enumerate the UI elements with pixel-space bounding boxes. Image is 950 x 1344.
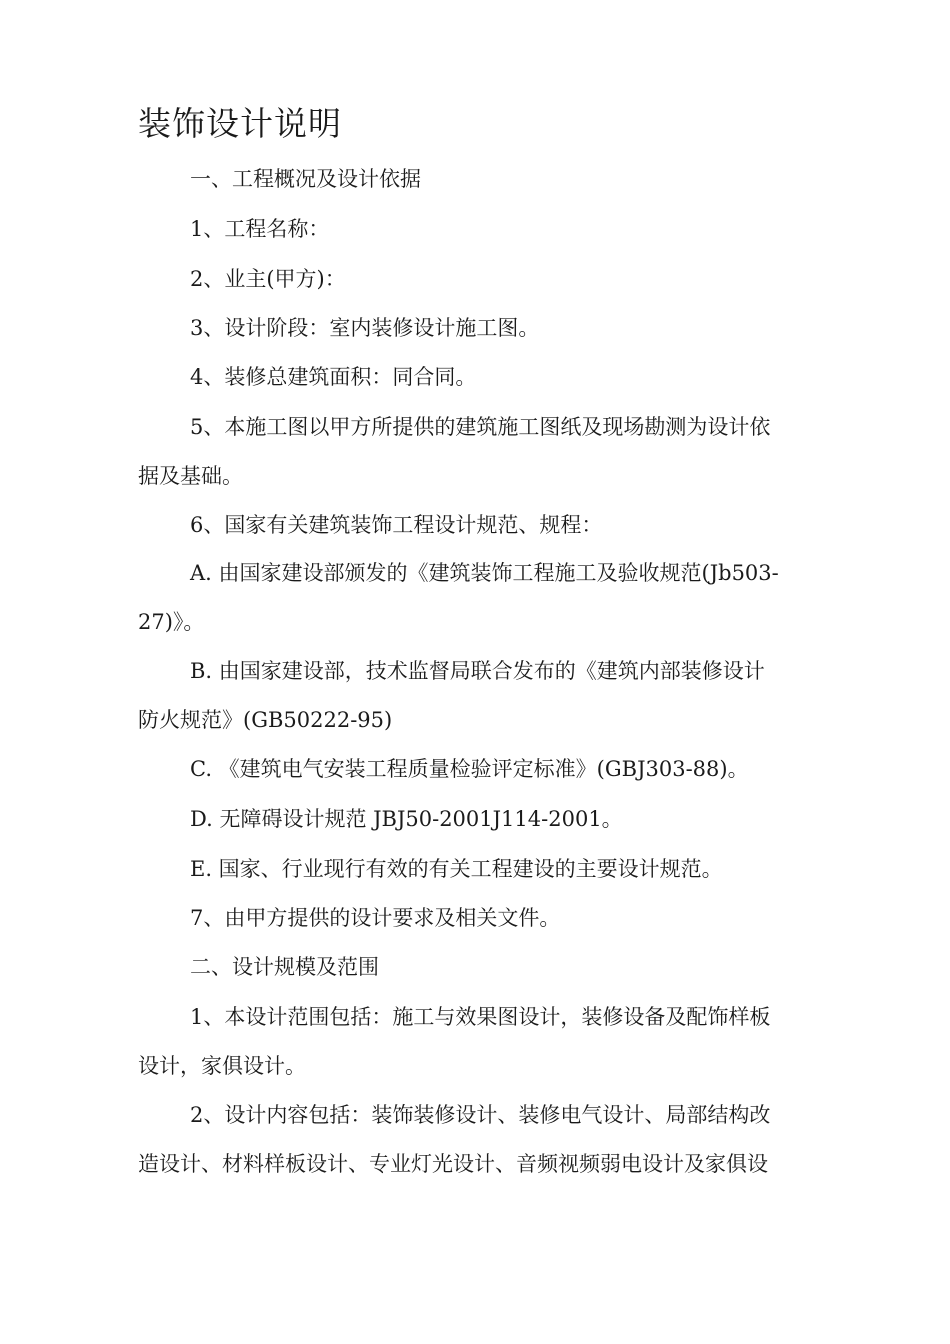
paragraph-line: A. 由国家建设部颁发的《建筑装饰工程施工及验收规范(Jb503- xyxy=(190,561,779,585)
paragraph xyxy=(138,647,810,745)
paragraph-line: 1、工程名称： xyxy=(190,217,330,241)
paragraph xyxy=(138,255,810,304)
paragraph xyxy=(138,304,810,353)
paragraph xyxy=(138,943,810,992)
paragraph-line: 7、由甲方提供的设计要求及相关文件。 xyxy=(190,906,561,930)
paragraph xyxy=(138,795,810,844)
document-title: 装饰设计说明 xyxy=(138,104,342,143)
paragraph xyxy=(138,205,810,254)
paragraph-line: 1、本设计范围包括：施工与效果图设计，装修设备及配饰样板 xyxy=(190,1005,771,1029)
paragraph-line: 27)》。 xyxy=(138,610,205,634)
paragraph-line: D. 无障碍设计规范 JBJ50-2001J114-2001。 xyxy=(190,807,623,831)
paragraph xyxy=(138,155,810,204)
paragraph xyxy=(138,353,810,402)
paragraph xyxy=(138,403,810,501)
paragraph xyxy=(138,993,810,1091)
paragraph-line: C. 《建筑电气安装工程质量检验评定标准》(GBJ303-88)。 xyxy=(190,757,749,781)
paragraph xyxy=(138,1091,810,1189)
paragraph-line: 一、工程概况及设计依据 xyxy=(190,167,421,191)
paragraph xyxy=(138,501,810,550)
paragraph-line: 4、装修总建筑面积：同合同。 xyxy=(190,365,477,389)
paragraph-line: 3、设计阶段：室内装修设计施工图。 xyxy=(190,316,540,340)
paragraph-line: 6、国家有关建筑装饰工程设计规范、规程： xyxy=(190,513,603,537)
paragraph xyxy=(138,845,810,894)
paragraph-line: 二、设计规模及范围 xyxy=(190,955,379,979)
paragraph-line: 5、本施工图以甲方所提供的建筑施工图纸及现场勘测为设计依 xyxy=(190,415,771,439)
paragraph xyxy=(138,894,810,943)
paragraph-line: 设计，家俱设计。 xyxy=(138,1054,306,1078)
paragraph-line: 2、设计内容包括：装饰装修设计、装修电气设计、局部结构改 xyxy=(190,1103,771,1127)
paragraph-line: E. 国家、行业现行有效的有关工程建设的主要设计规范。 xyxy=(190,857,723,881)
paragraph-line: 造设计、材料样板设计、专业灯光设计、音频视频弱电设计及家俱设 xyxy=(138,1152,768,1176)
paragraph-line: 据及基础。 xyxy=(138,464,243,488)
paragraph xyxy=(138,549,810,647)
paragraph-line: 防火规范》(GB50222-95) xyxy=(138,708,393,732)
paragraph-line: B. 由国家建设部，技术监督局联合发布的《建筑内部装修设计 xyxy=(190,659,765,683)
paragraph xyxy=(138,745,810,794)
paragraph-line: 2、业主(甲方)： xyxy=(190,267,346,291)
